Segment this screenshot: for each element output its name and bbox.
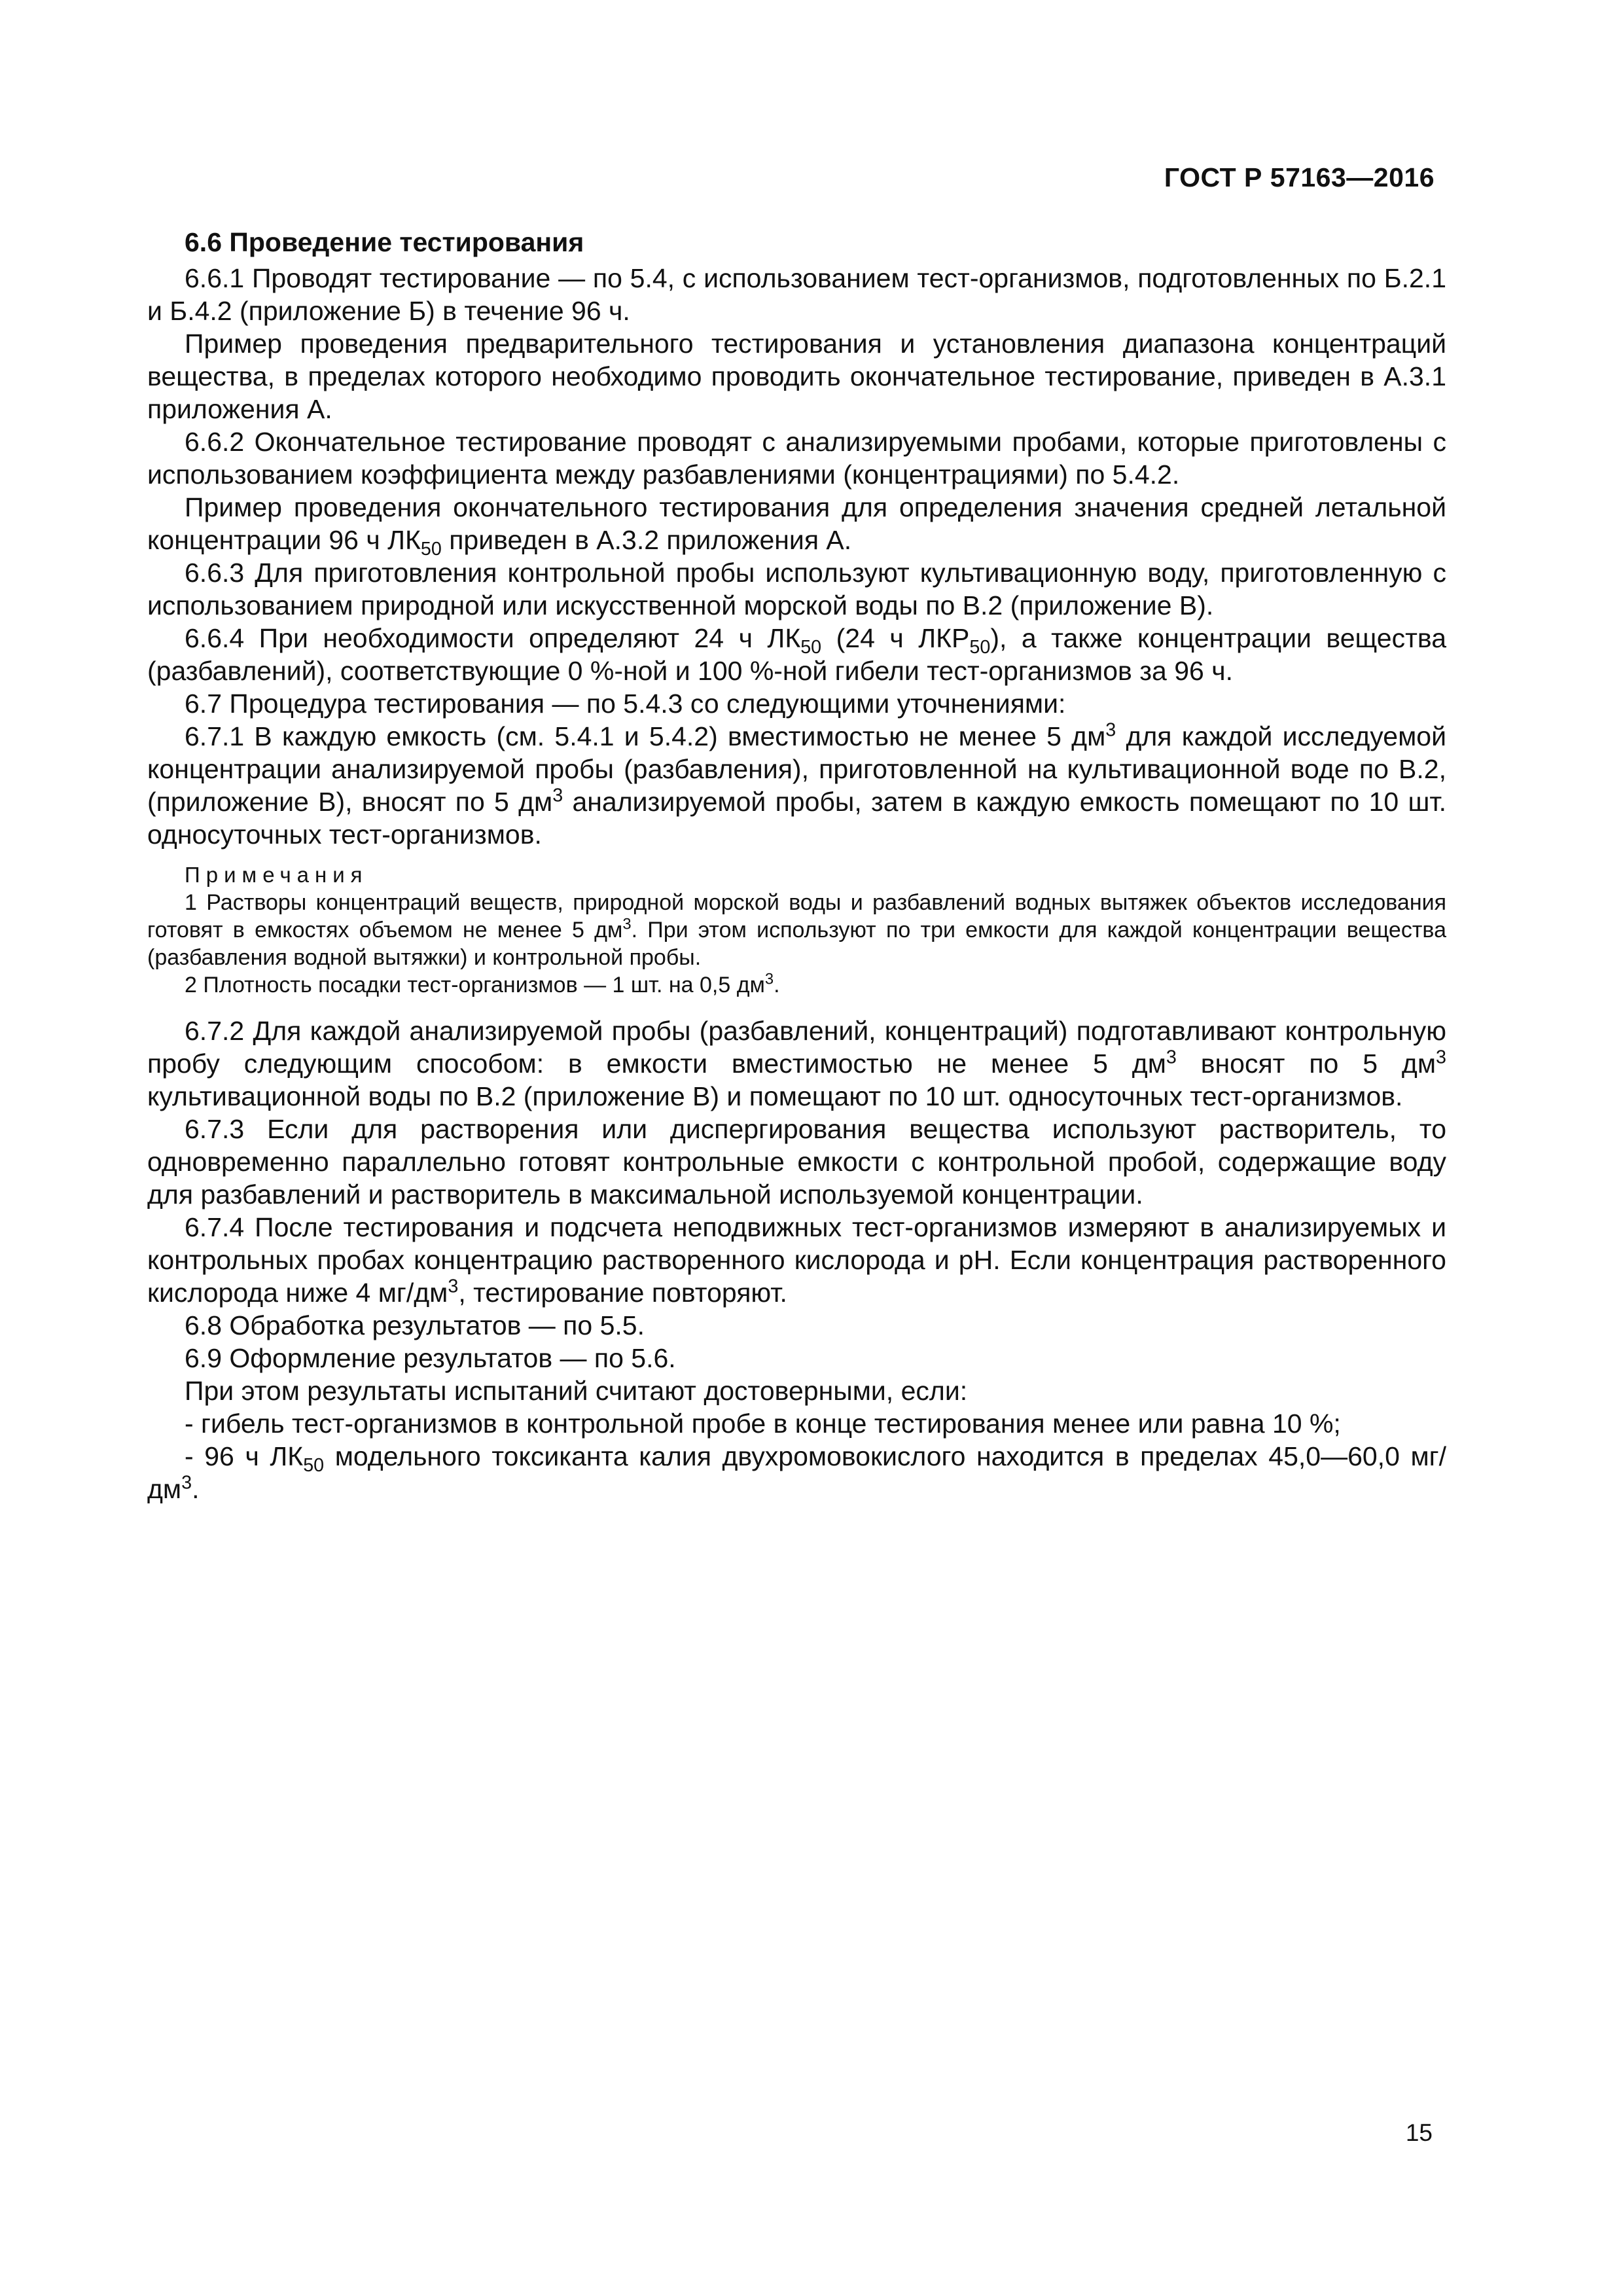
note-item: 2 Плотность посадки тест-организмов — 1 шт. на 0,5 $дм^3$. xyxy=(185,970,780,997)
page-number: 15 xyxy=(1405,2119,1433,2146)
document-header-code: ГОСТ Р 57163—2016 xyxy=(1164,162,1435,192)
notes-title: Примечания xyxy=(185,863,368,887)
paragraph: 6.7.4 После тестирования и подсчета неподвижных тест-организмов измеряют в анализируемых и контрольных пробах концентрацию растворенного кислорода и рН. Если концентрация растворенного кислорода ниже 4 $мг/дм^3$, тестирование повторяют. xyxy=(147,1212,1446,1308)
document-body xyxy=(147,226,1446,1505)
notes-list xyxy=(147,889,1446,999)
paragraph: 6.6.1 Проводят тестирование — по 5.4, с использованием тест-организмов, подготовленных по Б.2.1 и Б.4.2 (приложение Б) в течение 96 ч. xyxy=(147,263,1446,326)
paragraph: 6.6.2 Окончательное тестирование проводят с анализируемыми пробами, которые приготовлены с использованием коэффициента между разбавлениями (концентрациями) по 5.4.2. xyxy=(147,427,1446,490)
paragraph: 6.6.3 Для приготовления контрольной пробы используют культивационную воду, приготовленную с использованием природной или искусственной морской воды по В.2 (приложение В). xyxy=(147,558,1446,620)
paragraph: - 96 ч $ЛК_{50}$ модельного токсиканта калия двухромовокислого находится в пределах 45,0—60,0 $мг/дм^3$. xyxy=(147,1441,1446,1504)
paragraph: 6.7 Процедура тестирования — по 5.4.3 со следующими уточнениями: xyxy=(185,689,1066,719)
paragraph: 6.9 Оформление результатов — по 5.6. xyxy=(185,1343,676,1373)
paragraph: Пример проведения предварительного тестирования и установления диапазона концентраций вещества, в пределах которого необходимо проводить окончательное тестирование, приведен в А.3.1 приложения А. xyxy=(147,329,1446,424)
note-item: 1 Растворы концентраций веществ, природной морской воды и разбавлений водных вытяжек объектов исследования готовят в емкостях объемом не менее 5 $дм^3$. При этом используют по три емкости для каждой концентрации вещества (разбавления водной вытяжки) и контрольной пробы. xyxy=(147,890,1446,970)
paragraph: 6.7.2 Для каждой анализируемой пробы (разбавлений, концентраций) подготавливают контрольную пробу следующим способом: в емкости вместимостью не менее 5 $дм^3$ вносят по 5 $дм^3$ культивационной воды по В.2 (приложение В) и помещают по 10 шт. односуточных тест-организмов. xyxy=(147,1016,1446,1111)
paragraphs-block-1 xyxy=(147,262,1446,851)
paragraph: - гибель тест-организмов в контрольной пробе в конце тестирования менее или равна 10 %; xyxy=(185,1408,1341,1439)
notes-block xyxy=(147,861,1446,999)
section-title: 6.6 Проведение тестирования xyxy=(185,227,584,257)
paragraph: 6.8 Обработка результатов — по 5.5. xyxy=(185,1310,645,1340)
paragraphs-block-2 xyxy=(147,1014,1446,1505)
paragraph: 6.7.3 Если для растворения или диспергирования вещества используют растворитель, то одновременно параллельно готовят контрольные емкости с контрольной пробой, содержащие воду для разбавлений и растворитель в максимальной используемой концентрации. xyxy=(147,1114,1446,1210)
paragraph: Пример проведения окончательного тестирования для определения значения средней летальной концентрации 96 ч $ЛК_{50}$ приведен в А.3.2 приложения А. xyxy=(147,492,1446,560)
paragraph: 6.6.4 При необходимости определяют 24 ч $ЛК_{50}$ (24 ч $ЛКР_{50}$), а также концентрации вещества (разбавлений), соответствующие 0 %-ной и 100 %-ной гибели тест-организмов за 96 ч. xyxy=(147,623,1447,686)
paragraph: При этом результаты испытаний считают достоверными, если: xyxy=(185,1376,968,1406)
paragraph: 6.7.1 В каждую емкость (см. 5.4.1 и 5.4.2) вместимостью не менее 5 $дм^3$ для каждой исследуемой концентрации анализируемой пробы (разбавления), приготовленной на культивационной воде по В.2, (приложение В), вносят по 5 $дм^3$ анализируемой пробы, затем в каждую емкость помещают по 10 шт. односуточных тест-организмов. xyxy=(147,719,1446,850)
